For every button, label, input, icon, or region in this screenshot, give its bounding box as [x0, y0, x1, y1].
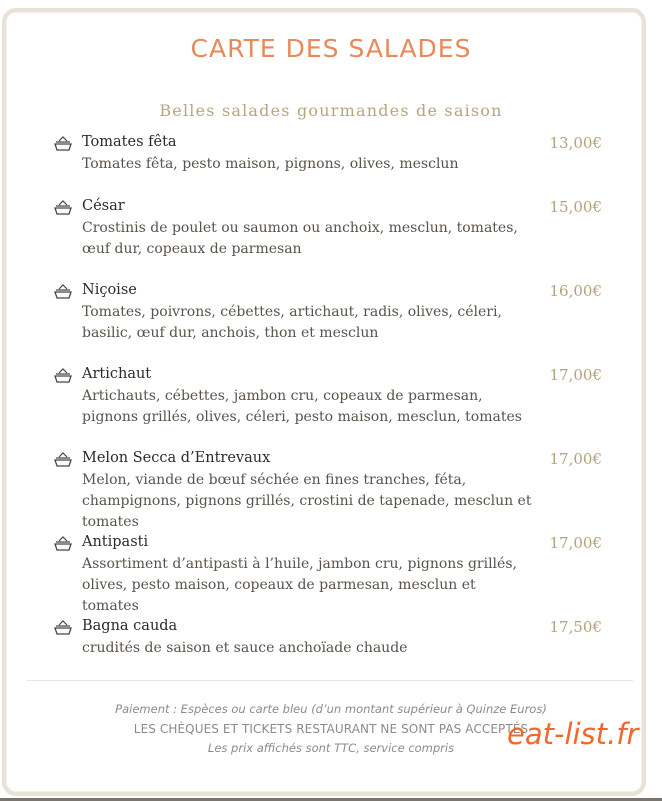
item-description: crudités de saison et sauce anchoïade chaude: [82, 640, 408, 656]
item-name: Niçoise: [82, 282, 137, 298]
item-name: Melon Secca d’Entrevaux: [82, 450, 271, 466]
footer-divider: [27, 680, 633, 681]
salad-bowl-icon: [54, 452, 72, 468]
item-description: Assortiment d’antipasti à l’huile, jambon cru, pignons grillés, olives, pesto maison, copeaux de parmesan, mesclun et tomates: [82, 556, 517, 614]
salad-bowl-icon: [54, 284, 72, 300]
item-price: 16,00€: [549, 282, 602, 300]
item-description: Crostinis de poulet ou saumon ou anchoix, mesclun, tomates, œuf dur, copeaux de parmesan: [82, 220, 518, 257]
salad-bowl-icon: [54, 136, 72, 152]
menu-title: CARTE DES SALADES: [190, 34, 472, 63]
payment-note: Paiement : Espèces ou carte bleu (d’un montant supérieur à Quinze Euros): [115, 702, 547, 716]
item-name: César: [82, 198, 125, 214]
site-watermark: eat-list.fr: [507, 717, 639, 751]
item-name: Tomates fêta: [82, 134, 177, 150]
salad-bowl-icon: [54, 536, 72, 552]
salad-bowl-icon: [54, 620, 72, 636]
item-description: Tomates, poivrons, cébettes, artichaut, radis, olives, céleri, basilic, œuf dur, anchois, thon et mesclun: [82, 304, 502, 341]
item-description: Tomates fêta, pesto maison, pignons, olives, mesclun: [82, 156, 459, 172]
item-name: Bagna cauda: [82, 618, 178, 634]
item-price: 17,00€: [549, 366, 602, 384]
item-price: 15,00€: [549, 198, 602, 216]
salad-bowl-icon: [54, 368, 72, 384]
price-note: Les prix affichés sont TTC, service compris: [207, 741, 455, 755]
menu-subtitle: Belles salades gourmandes de saison: [159, 101, 503, 120]
item-name: Artichaut: [82, 366, 152, 382]
item-price: 13,00€: [549, 134, 602, 152]
item-price: 17,00€: [549, 534, 602, 552]
item-price: 17,50€: [549, 618, 602, 636]
not-accepted-note: LES CHÈQUES ET TICKETS RESTAURANT NE SONT PAS ACCEPTÉS: [133, 722, 529, 736]
salad-bowl-icon: [54, 200, 72, 216]
item-price: 17,00€: [549, 450, 602, 468]
item-name: Antipasti: [82, 534, 149, 550]
item-description: Artichauts, cébettes, jambon cru, copeaux de parmesan, pignons grillés, olives, céleri, pesto maison, mesclun, tomates: [82, 388, 522, 425]
item-description: Melon, viande de bœuf séchée en fines tranches, féta, champignons, pignons grillés, crostini de tapenade, mesclun et tomates: [82, 472, 532, 530]
